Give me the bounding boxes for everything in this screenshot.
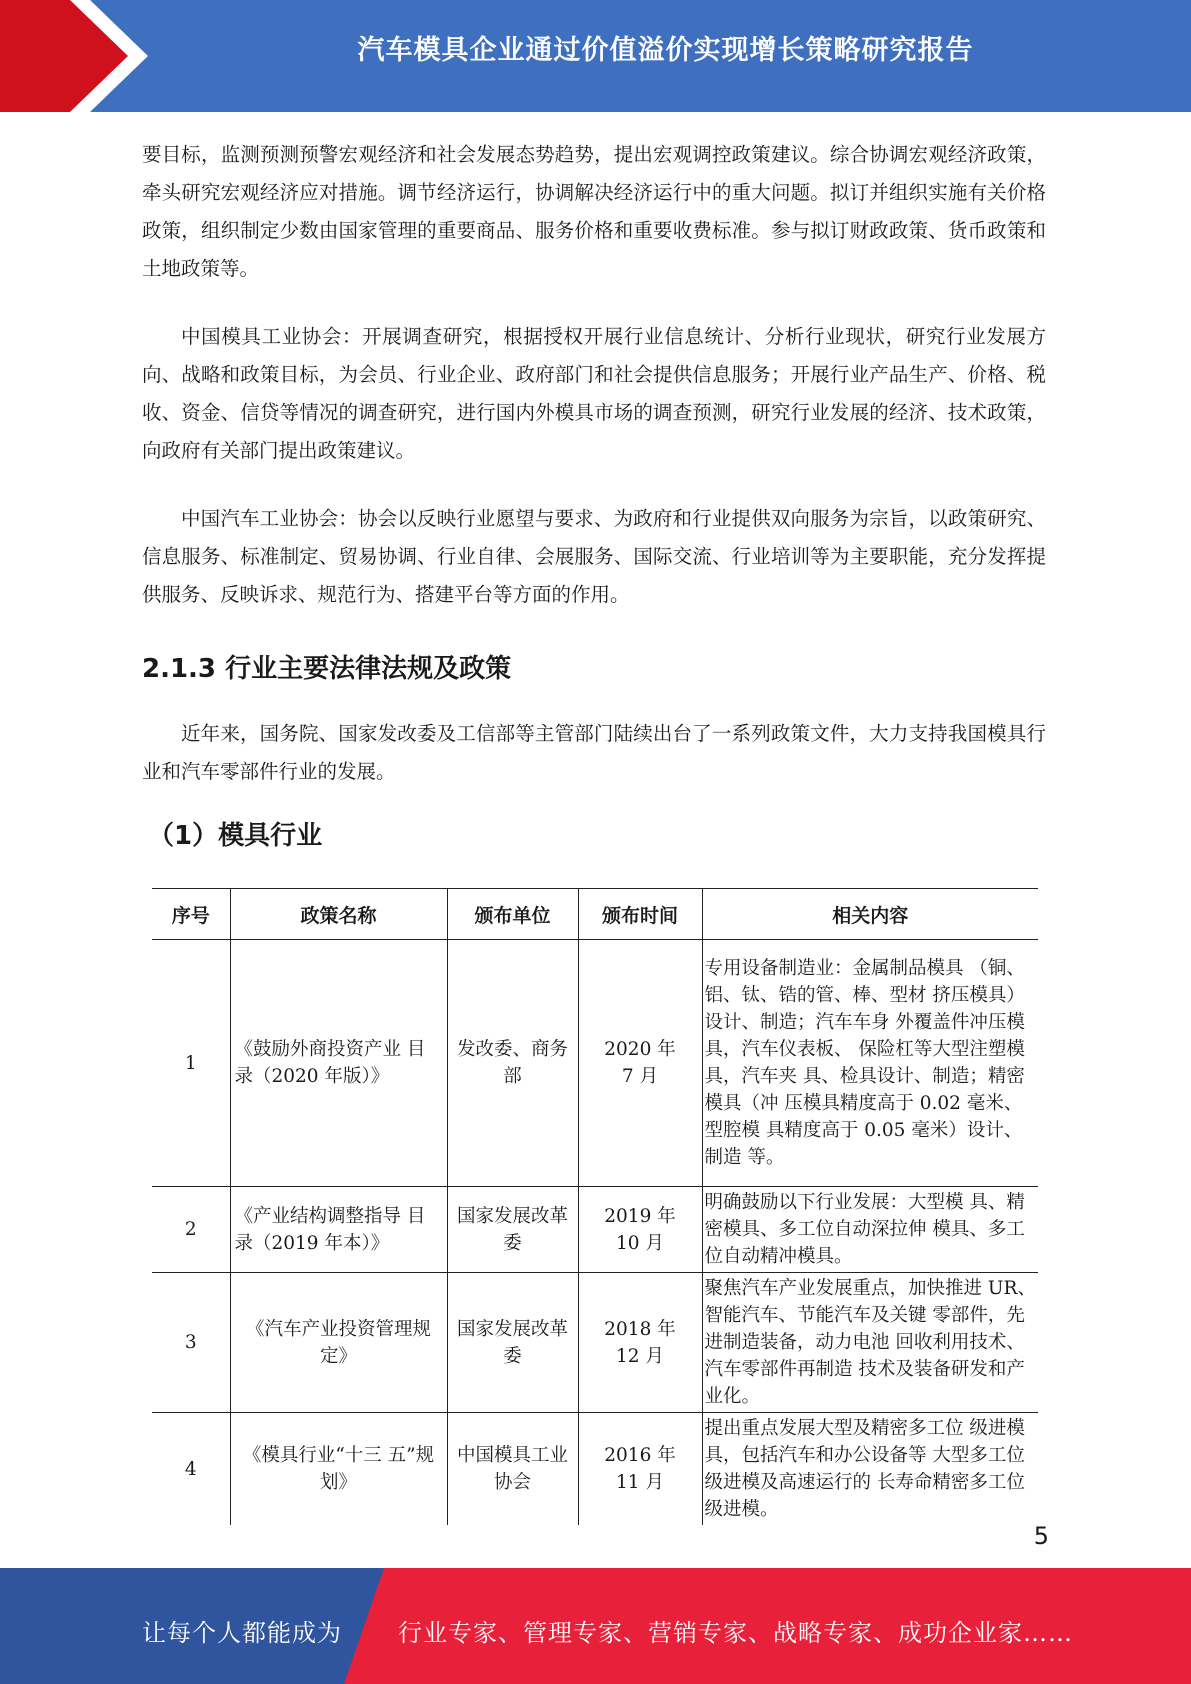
row-no: 1 [184,1052,197,1074]
row-date [578,940,702,1187]
row-date-year: 2019 年 [604,1205,676,1227]
row-policy-name: 《产业结构调整指导 目录（2019 年本）》 [230,1187,447,1273]
row-content: 提出重点发展大型及精密多工位 级进模具，包括汽车和办公设备等 大型多工位级进模及高速运行的 长寿命精密多工位级进模。 [702,1413,1038,1526]
row-date [578,1273,702,1413]
row-content: 明确鼓励以下行业发展：大型模 具、精密模具、多工位自动深拉伸 模具、多工位自动精冲模具。 [702,1187,1038,1273]
table-row [152,1273,1038,1413]
paragraph-auto-association: 中国汽车工业协会：协会以反映行业愿望与要求、为政府和行业提供双向服务为宗旨，以政策研究、信息服务、标准制定、贸易协调、行业自律、会展服务、国际交流、行业培训等为主要职能，充分发挥提供服务、反映诉求、规范行为、搭建平台等方面的作用。 [142,507,1046,606]
row-content: 专用设备制造业：金属制品模具 （铜、铝、钛、锆的管、棒、型材 挤压模具）设计、制造；汽车车身 外覆盖件冲压模具，汽车仪表板、 保险杠等大型注塑模具，汽车夹 具、检具设计、制造；精密模具（冲 压模具精度高于 0.02 毫米、型腔模 具精度高于 0.05 毫米）设计、制造 等。 [702,940,1038,1187]
header-content: 相关内容 [702,889,1038,940]
page-footer [0,1568,1191,1684]
main-content [142,136,1046,852]
paragraph-ndrc: 要目标，监测预测预警宏观经济和社会发展态势趋势，提出宏观调控政策建议。综合协调宏观经济政策，牵头研究宏观经济应对措施。调节经济运行，协调解决经济运行中的重大问题。拟订并组织实施有关价格政策，组织制定少数由国家管理的重要商品、服务价格和重要收费标准。参与拟订财政政策、货币政策和土地政策等。 [142,143,1046,280]
row-date-month: 12 月 [616,1345,664,1367]
section-intro: 近年来，国务院、国家发改委及工信部等主管部门陆续出台了一系列政策文件，大力支持我国模具行业和汽车零部件行业的发展。 [142,722,1046,783]
header-issuer: 颁布单位 [447,889,578,940]
row-date-month: 7 月 [621,1066,659,1087]
row-no: 4 [152,1413,230,1526]
row-date-year: 2020 年 [604,1039,676,1060]
row-issuer: 国家发展改革委 [447,1273,578,1413]
table-row [152,1413,1038,1526]
row-date [578,1413,702,1526]
footer-slogan-left: 让每个人都能成为 [142,1619,342,1647]
page-number: 5 [1033,1522,1049,1550]
table-header-row [152,889,1038,940]
row-date-year: 2018 年 [604,1318,676,1340]
row-issuer: 发改委、商务部 [447,940,578,1187]
subsection-heading: （1）模具行业 [148,821,323,851]
row-policy-name: 《模具行业“十三 五”规划》 [230,1413,447,1526]
row-date-month: 10 月 [616,1232,664,1254]
row-no: 2 [152,1187,230,1273]
row-policy-name: 《鼓励外商投资产业 目录（2020 年版）》 [230,940,447,1187]
row-policy-name: 《汽车产业投资管理规定》 [230,1273,447,1413]
row-no: 3 [152,1273,230,1413]
page-header [0,0,1191,112]
row-date-month: 11 月 [616,1472,664,1493]
row-issuer: 中国模具工业协会 [447,1413,578,1526]
report-title: 汽车模具企业通过价值溢价实现增长策略研究报告 [357,35,974,66]
footer-slogan-right: 行业专家、管理专家、营销专家、战略专家、成功企业家…… [398,1619,1073,1647]
policy-table [152,888,1038,1525]
header-policy-name: 政策名称 [230,889,447,940]
row-date [578,1187,702,1273]
header-date: 颁布时间 [578,889,702,940]
table-row [152,1187,1038,1273]
table-row [152,940,1038,1187]
paragraph-mold-association: 中国模具工业协会：开展调查研究，根据授权开展行业信息统计、分析行业现状，研究行业发展方向、战略和政策目标，为会员、行业企业、政府部门和社会提供信息服务；开展行业产品生产、价格、税收、资金、信贷等情况的调查研究，进行国内外模具市场的调查预测，研究行业发展的经济、技术政策，向政府有关部门提出政策建议。 [142,325,1046,462]
section-heading: 2.1.3 行业主要法律法规及政策 [142,654,512,684]
row-date-year: 2016 年 [604,1445,676,1466]
row-content: 聚焦汽车产业发展重点，加快推进 UR、智能汽车、节能汽车及关键 零部件，先进制造装备，动力电池 回收利用技术、汽车零部件再制造 技术及装备研发和产业化。 [702,1273,1038,1413]
header-no: 序号 [152,889,230,940]
row-issuer: 国家发展改革委 [447,1187,578,1273]
